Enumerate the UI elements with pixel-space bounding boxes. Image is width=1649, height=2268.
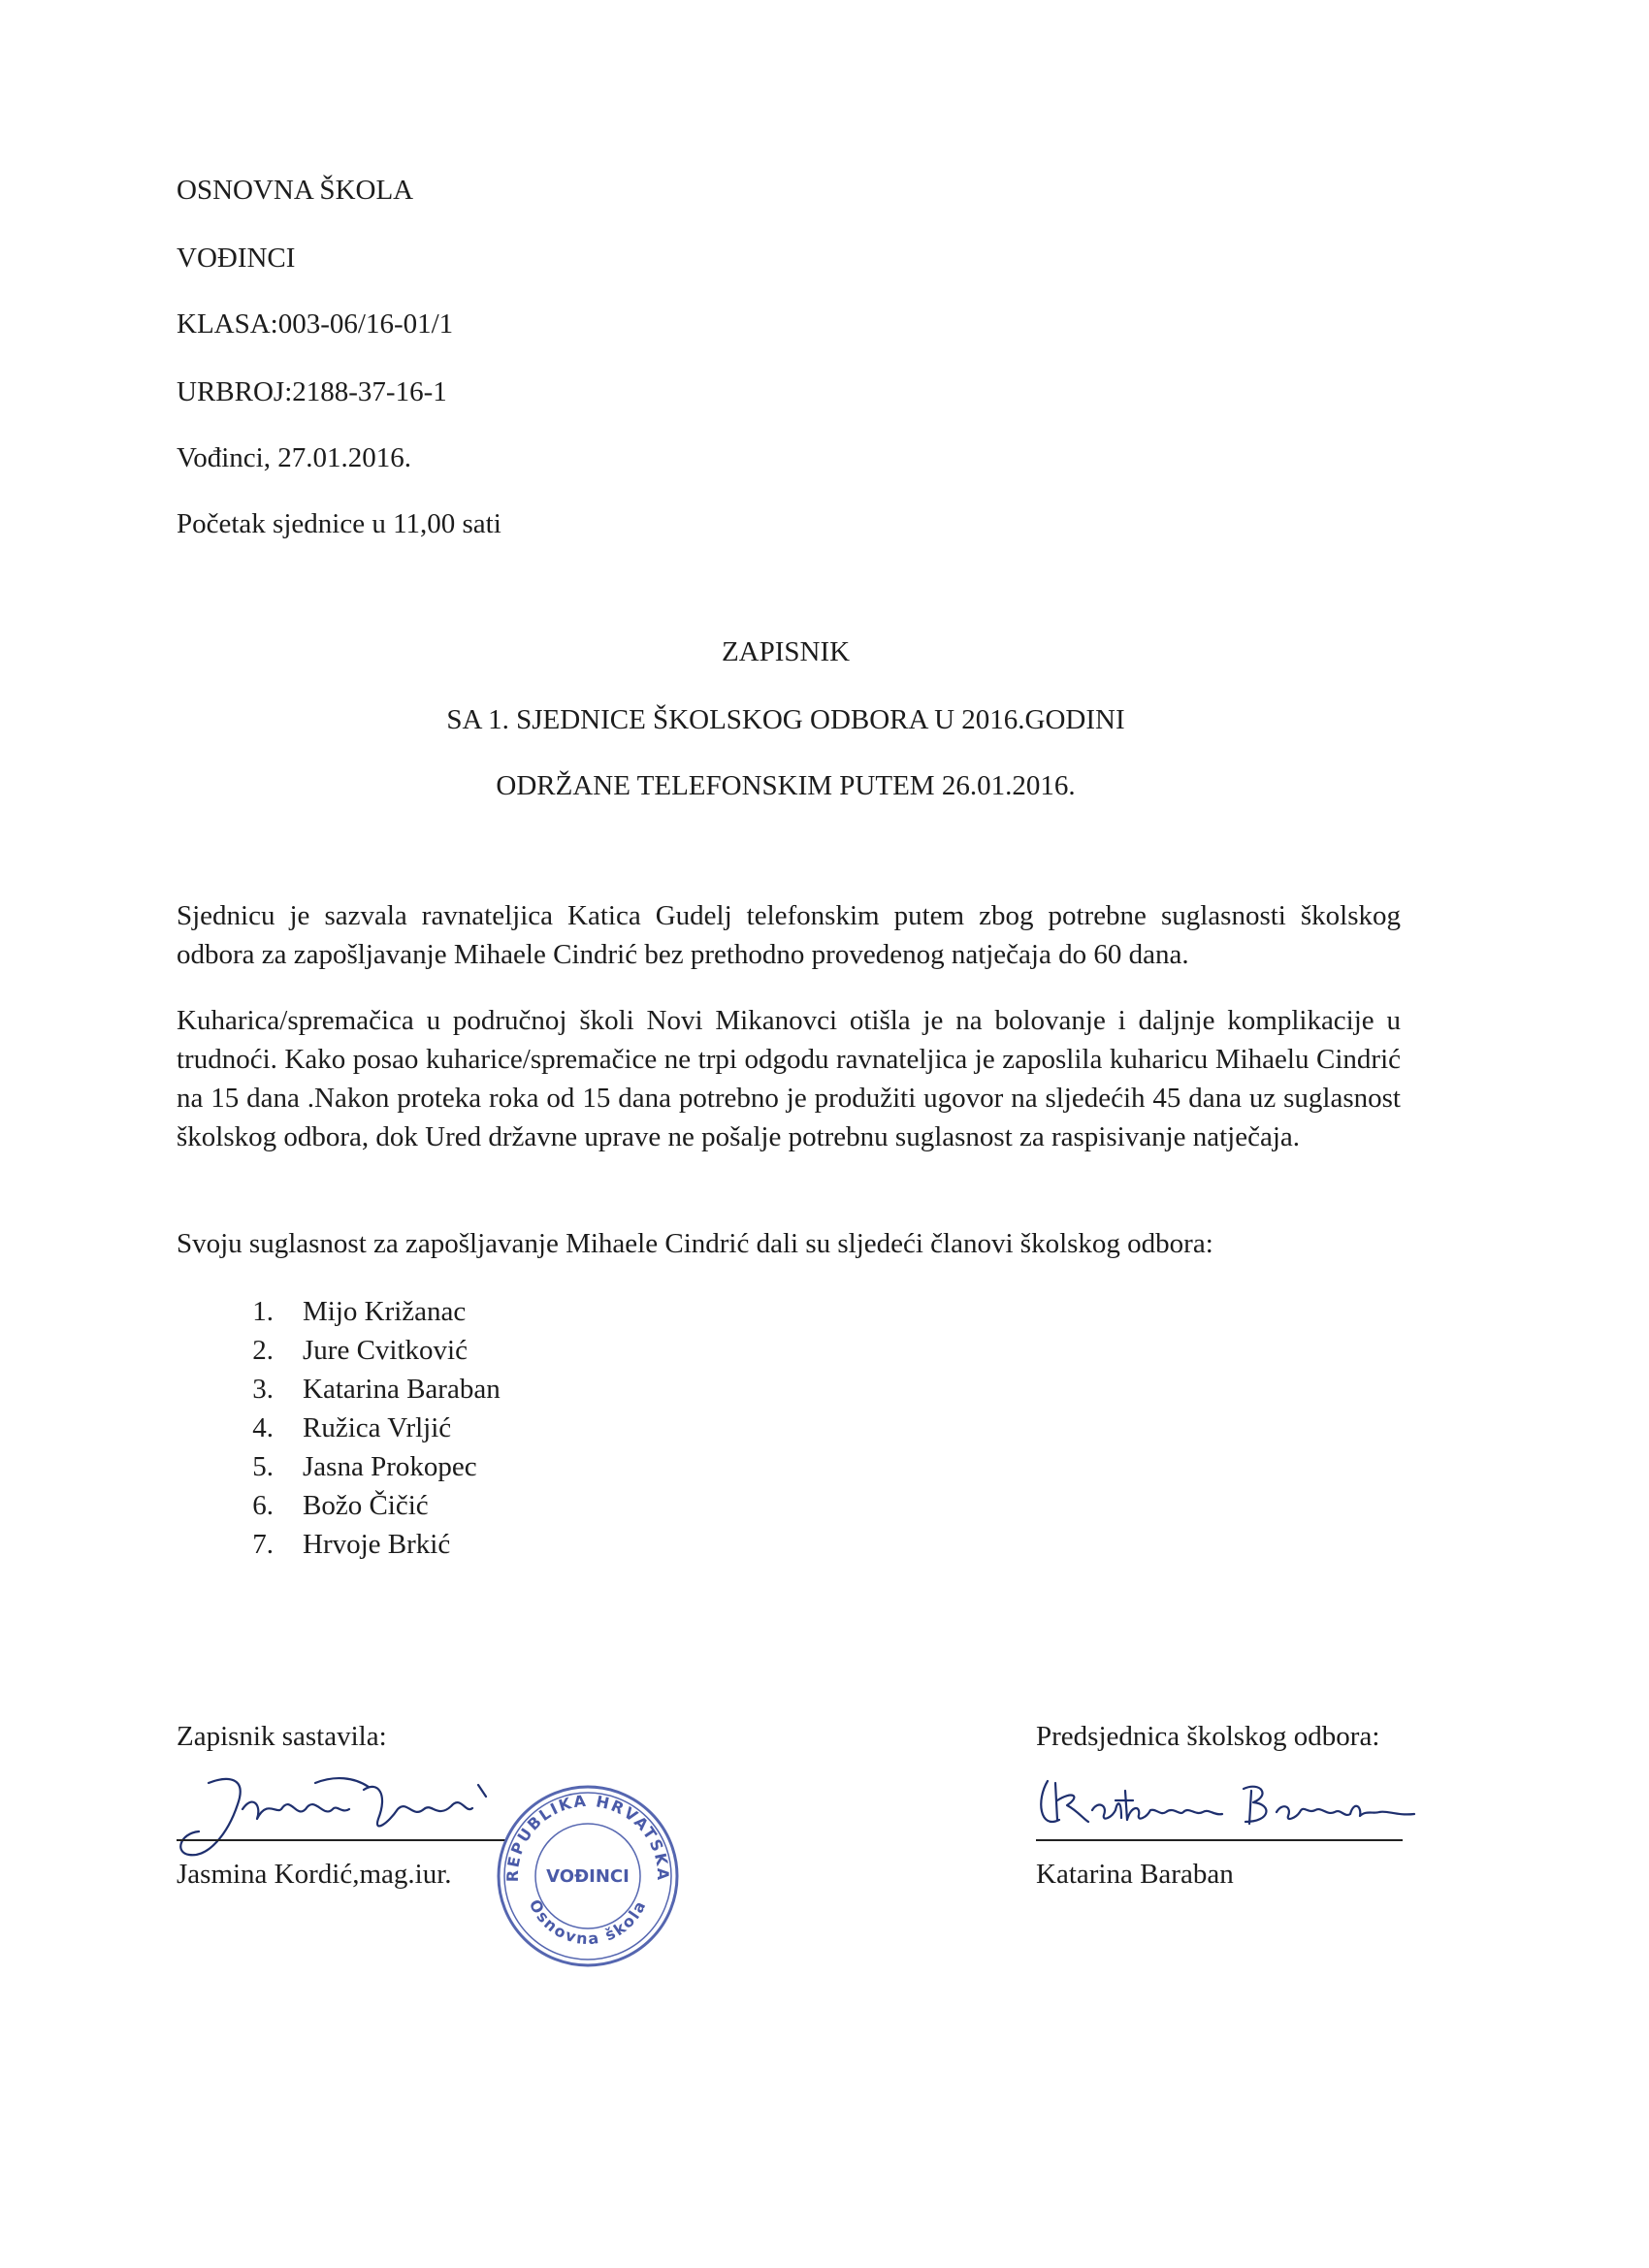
member-name: Jure Cvitković (303, 1335, 468, 1366)
left-signature-label: Zapisnik sastavila: (177, 1721, 387, 1752)
klasa-number: KLASA:003-06/16-01/1 (177, 308, 454, 340)
member-name: Božo Čičić (303, 1490, 429, 1521)
board-members-list (223, 1292, 501, 1564)
list-item (223, 1525, 501, 1564)
left-signature-line (177, 1839, 506, 1841)
list-item (223, 1486, 501, 1525)
right-signatory-name: Katarina Baraban (1036, 1859, 1234, 1890)
member-name: Mijo Križanac (303, 1296, 467, 1327)
place-date: Vođinci, 27.01.2016. (177, 442, 411, 473)
list-item-number: 7. (252, 1529, 274, 1560)
right-signature-line (1036, 1839, 1403, 1841)
list-item (223, 1370, 501, 1409)
list-item-number: 1. (252, 1296, 274, 1327)
member-name: Hrvoje Brkić (303, 1529, 451, 1560)
list-item (223, 1292, 501, 1331)
right-handwritten-signature (1028, 1771, 1426, 1839)
document-title: ZAPISNIK (721, 636, 851, 667)
urbroj-number: URBROJ:2188-37-16-1 (177, 376, 447, 407)
stamp-center-text: VOĐINCI (546, 1866, 630, 1887)
document-subtitle: SA 1. SJEDNICE ŠKOLSKOG ODBORA U 2016.GODINI (446, 704, 1125, 735)
list-item (223, 1409, 501, 1447)
document-subtitle-date: ODRŽANE TELEFONSKIM PUTEM 26.01.2016. (496, 770, 1076, 801)
stamp-bottom-text: Osnovna škola (525, 1896, 651, 1949)
school-location: VOĐINCI (177, 243, 296, 274)
left-signatory-name: Jasmina Kordić,mag.iur. (177, 1859, 452, 1890)
school-name: OSNOVNA ŠKOLA (177, 175, 414, 206)
meeting-start-time: Početak sjednice u 11,00 sati (177, 508, 501, 539)
paragraph-convening: Sjednicu je sazvala ravnateljica Katica Gudelj telefonskim putem zbog potrebne suglasnosti školskog odbora za zapošljavanje Mihaele Cindrić bez prethodno provedenog natječaja do 60 dana. (177, 900, 1401, 970)
paragraph-consent: Svoju suglasnost za zapošljavanje Mihaele Cindrić dali su sljedeći članovi školskog odbora: (177, 1228, 1213, 1259)
list-item-number: 2. (252, 1335, 274, 1366)
member-name: Ružica Vrljić (303, 1412, 452, 1443)
list-item-number: 5. (252, 1451, 274, 1482)
list-item-number: 3. (252, 1374, 274, 1405)
list-item (223, 1447, 501, 1486)
list-item (223, 1331, 501, 1370)
member-name: Jasna Prokopec (303, 1451, 477, 1482)
stamp-outer-text: REPUBLIKA HRVATSKA (502, 1791, 673, 1883)
paragraph-explanation: Kuharica/spremačica u područnoj školi Novi Mikanovci otišla je na bolovanje i daljnje komplikacije u trudnoći. Kako posao kuharice/spremačice ne trpi odgodu ravnateljica je zaposlila kuharicu Mihaelu Cindrić na 15 dana .Nakon proteka roka od 15 dana potrebno je produžiti ugovor na sljedećih 45 dana uz suglasnost školskog odbora, dok Ured državne uprave ne pošalje potrebnu suglasnost za raspisivanje natječaja. (177, 1005, 1401, 1152)
right-signature-label: Predsjednica školskog odbora: (1036, 1721, 1380, 1752)
school-official-stamp (493, 1781, 683, 1971)
list-item-number: 6. (252, 1490, 274, 1521)
member-name: Katarina Baraban (303, 1374, 501, 1405)
list-item-number: 4. (252, 1412, 274, 1443)
